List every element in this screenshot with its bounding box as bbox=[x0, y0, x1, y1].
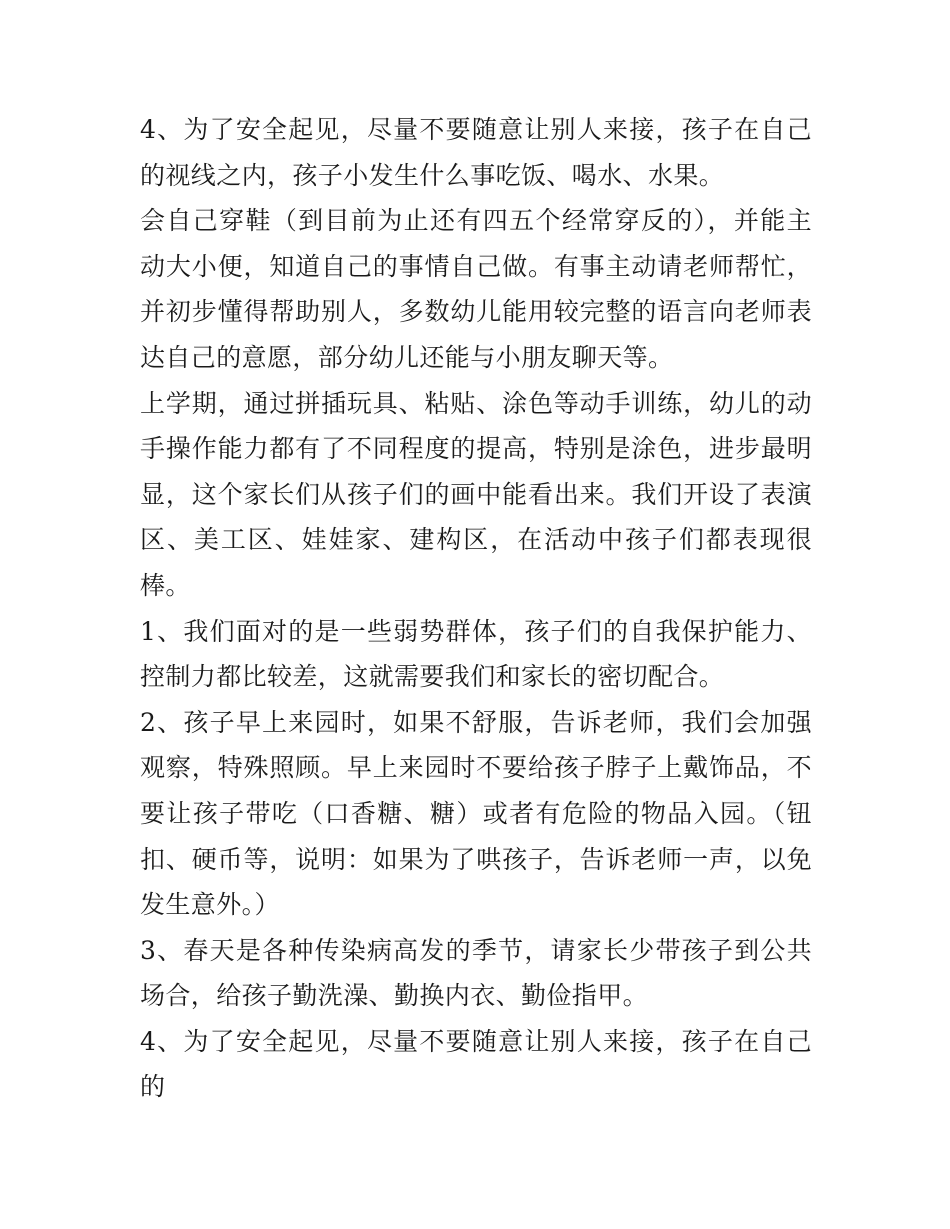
paragraph-item-1: 1、我们面对的是一些弱势群体，孩子们的自我保护能力、控制力都比较差，这就需要我们和家长的密切配合。 bbox=[140, 616, 812, 692]
document-body bbox=[140, 107, 812, 1110]
paragraph-self-care: 会自己穿鞋（到目前为止还有四五个经常穿反的），并能主动大小便，知道自己的事情自己做。有事主动请老师帮忙，并初步懂得帮助别人，多数幼儿能用较完整的语言向老师表达自己的意愿，部分幼儿还能与小朋友聊天等。 bbox=[140, 206, 812, 372]
paragraph-safety-pickup: 4、为了安全起见，尽量不要随意让别人来接，孩子在自己的视线之内，孩子小发生什么事吃饭、喝水、水果。 bbox=[140, 115, 812, 190]
paragraph-item-2: 2、孩子早上来园时，如果不舒服，告诉老师，我们会加强观察，特殊照顾。早上来园时不要给孩子脖子上戴饰品，不要让孩子带吃（口香糖、糖）或者有危险的物品入园。（钮扣、硬币等，说明：如果为了哄孩子，告诉老师一声，以免发生意外。） bbox=[140, 707, 812, 920]
paragraph-hands-on-skills: 上学期，通过拼插玩具、粘贴、涂色等动手训练，幼儿的动手操作能力都有了不同程度的提高，特别是涂色，进步最明显，这个家长们从孩子们的画中能看出来。我们开设了表演区、美工区、娃娃家、建构区，在活动中孩子们都表现很棒。 bbox=[140, 388, 812, 600]
paragraph-item-3: 3、春天是各种传染病高发的季节，请家长少带孩子到公共场合，给孩子勤洗澡、勤换内衣、勤俭指甲。 bbox=[140, 935, 812, 1011]
paragraph-item-4: 4、为了安全起见，尽量不要随意让别人来接，孩子在自己的 bbox=[140, 1026, 812, 1102]
